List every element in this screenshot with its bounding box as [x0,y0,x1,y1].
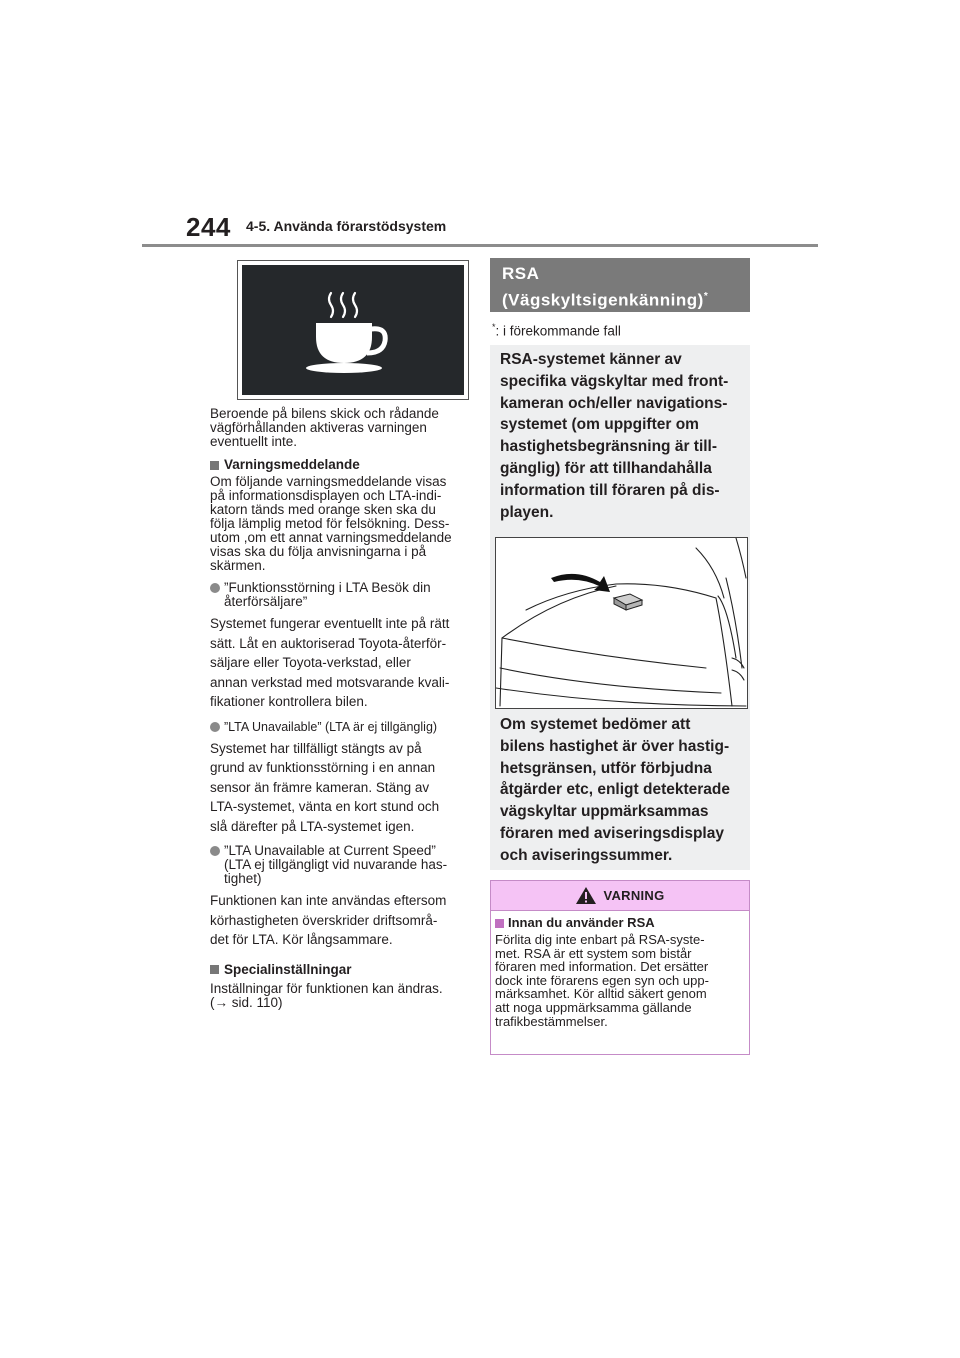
lta-unavailable-body: Systemet har tillfälligt stängts av på grund av funktionsstörning i en annan sensor än främre kameran. Stäng av LTA-systemet, vänta en kort stund och slå därefter på LTA-systemet igen. [210,740,440,834]
square-bullet-icon [495,919,504,928]
malfunction-body: Systemet fungerar eventuellt inte på rätt sätt. Låt en auktoriserad Toyota-återför- säljare eller Toyota-verkstad, eller annan verkstad med motsvarande kvali- fikationer kontrollera bilen. [210,616,450,709]
header-divider [142,244,818,247]
special-settings-heading: Specialinställningar [210,962,465,978]
coffee-cup-icon [242,265,464,395]
page-reference-link[interactable]: (→ sid. 110) [210,994,283,1010]
special-settings-text: Inställningar för funktionen kan ändras. (→ sid. 110) [210,980,443,1010]
footnote: *: i förekommande fall [492,322,621,339]
warning-heading: Innan du använder RSA [495,915,749,931]
square-bullet-icon [210,461,219,470]
list-item-malfunction: ”Funktionsstörning i LTA Besök din återförsäljare” [210,581,465,609]
warning-message-heading: Varningsmeddelande [210,457,465,473]
list-item-lta-unavailable: ”LTA Unavailable” (LTA är ej tillgänglig) [210,720,465,734]
windshield-camera-illustration [496,538,747,708]
warning-body [491,911,749,1028]
indicator-display [242,265,464,395]
warning-box [490,880,750,1055]
warning-title: VARNING [603,888,665,903]
rsa-description: RSA-systemet känner av specifika vägskyltar med front- kameran och/eller navigations- systemet (om uppgifter om hastighetsbegränsning är till- gänglig) för att tillhandahålla information till föraren på dis- playen. [500,351,729,521]
circle-bullet-icon [210,846,220,856]
rsa-section-title: RSA (Vägskyltsigenkänning)* [490,258,750,312]
front-camera-unit [614,594,642,610]
warning-header [491,881,749,911]
circle-bullet-icon [210,722,220,732]
warning-triangle-icon [575,886,597,905]
windshield-camera-figure [495,537,748,709]
warning-text: Förlita dig inte enbart på RSA-syste- met. RSA är ett system som bistår föraren med information. Det ersätter dock inte förarens egen syn och upp- märksamhet. Kör alltid säkert genom att noga uppmärksamma gällande trafikbestämmelser. [495,932,709,1029]
warning-message-text: Om följande varningsmeddelande visas på informationsdisplayen och LTA-indi- katorn tänds med orange sken ska du följa lämplig metod för felsökning. Dess- utom ,om ett annat varningsmeddelande visas ska du följa anvisningarna i på skärmen. [210,474,452,573]
section-title: 4-5. Använda förarstödsystem [246,218,447,234]
lta-speed-body: Funktionen kan inte användas eftersom körhastigheten överskrider driftsområ- det för LTA. Kör långsammare. [210,893,447,947]
square-bullet-icon [210,965,219,974]
list-item-lta-speed: ”LTA Unavailable at Current Speed” (LTA ej tillgängligt vid nuvarande has- tighet) [210,844,465,886]
rsa-notification-text: Om systemet bedömer att bilens hastighet är över hastig- hetsgränsen, utför förbjudna åtgärder etc, enligt detekterade vägskyltar uppmärksammas föraren med aviseringsdisplay och aviseringssummer. [500,716,730,864]
circle-bullet-icon [210,583,220,593]
left-column [210,260,465,1010]
coffee-indicator-figure [237,260,469,400]
intro-text: Beroende på bilens skick och rådande vägförhållanden aktiveras varningen eventuellt inte. [210,406,439,449]
page-number: 244 [186,212,231,242]
